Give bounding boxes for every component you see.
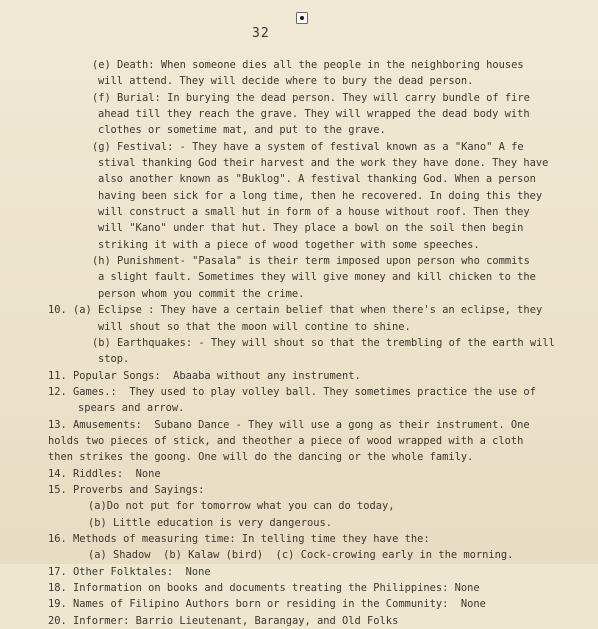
text-line: holds two pieces of stick, and theother a piece of wood wrapped with a cloth bbox=[48, 434, 524, 447]
text-line: then strikes the goong. One will do the dancing or the whole family. bbox=[48, 451, 474, 464]
text-line: (a) Shadow (b) Kalaw (bird) (c) Cock-crowing early in the morning. bbox=[88, 549, 514, 562]
text-line: will shout so that the moon will contine to shine. bbox=[98, 320, 411, 333]
text-line: stop. bbox=[98, 353, 130, 366]
text-line: 20. Informer: Barrio Lieutenant, Barangay, and Old Folks bbox=[48, 614, 399, 627]
typed-text-block bbox=[0, 57, 598, 629]
text-line: having been sick for a long time, then he recovered. In doing this they bbox=[98, 189, 543, 202]
text-line: stival thanking God their harvest and the work they have done. They have bbox=[98, 157, 549, 170]
text-line: 18. Information on books and documents treating the Philippines: None bbox=[48, 582, 480, 594]
text-line: 14. Riddles: None bbox=[48, 467, 161, 480]
text-line: striking it with a piece of wood together with some speeches. bbox=[98, 238, 480, 251]
text-line: will construct a small hut in form of a house without roof. Then they bbox=[98, 206, 530, 219]
text-line: 16. Methods of measuring time: In telling time they have the: bbox=[48, 532, 430, 545]
text-line: a slight fault. Sometimes they will give money and kill chicken to the bbox=[98, 271, 536, 284]
page-number: 32 bbox=[252, 26, 270, 41]
text-line: 10. (a) Eclipse : They have a certain belief that when there's an eclipse, they bbox=[48, 304, 543, 317]
text-line: 11. Popular Songs: Abaaba without any instrument. bbox=[48, 369, 361, 382]
text-line: (b) Earthquakes: - They will shout so that the trembling of the earth will bbox=[92, 336, 555, 349]
text-line: clothes or sometime mat, and put to the grave. bbox=[98, 124, 386, 137]
text-line: 17. Other Folktales: None bbox=[48, 565, 211, 578]
text-line: spears and arrow. bbox=[78, 402, 185, 415]
text-line: (a)Do not put for tomorrow what you can do today, bbox=[88, 500, 395, 513]
text-line: will attend. They will decide where to bury the dead person. bbox=[98, 75, 474, 88]
text-line: (h) Punishment- "Pasala" is their term imposed upon person who commits bbox=[92, 255, 530, 268]
binder-hole-icon bbox=[296, 12, 308, 24]
text-line: 15. Proverbs and Sayings: bbox=[48, 483, 205, 496]
text-line: person whom you commit the crime. bbox=[98, 287, 305, 300]
text-line: (e) Death: When someone dies all the people in the neighboring houses bbox=[92, 59, 524, 71]
text-line: 13. Amusements: Subano Dance - They will use a gong as their instrument. One bbox=[48, 418, 530, 431]
text-line: will "Kano" under that hut. They place a bowl on the soil then begin bbox=[98, 222, 524, 235]
text-line: 19. Names of Filipino Authors born or residing in the Community: None bbox=[48, 598, 486, 611]
text-line: also another known as "Buklog". A festival thanking God. When a person bbox=[98, 173, 536, 186]
text-line: (b) Little education is very dangerous. bbox=[88, 516, 332, 529]
text-line: 12. Games.: They used to play volley ball. They sometimes practice the use of bbox=[48, 385, 536, 398]
text-line: (g) Festival: - They have a system of festival known as a "Kano" A fe bbox=[92, 140, 524, 153]
text-line: (f) Burial: In burying the dead person. They will carry bundle of fire bbox=[92, 91, 530, 104]
text-line: ahead till they reach the grave. They will wrapped the dead body with bbox=[98, 108, 530, 121]
